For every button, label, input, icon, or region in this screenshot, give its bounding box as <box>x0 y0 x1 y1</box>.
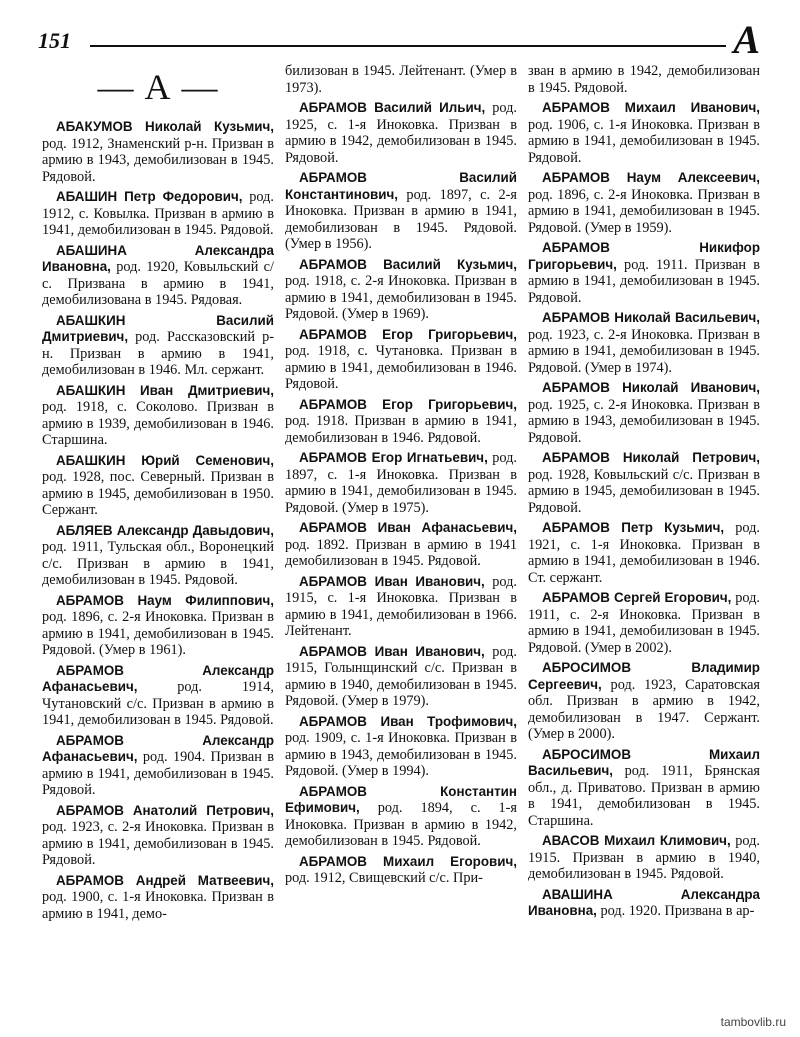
entry <box>42 453 274 519</box>
entry-name: АВАШИНА Александра Ивановна, <box>528 886 760 918</box>
entry <box>528 310 760 376</box>
entry-name: АБРАМОВ Сергей Егорович, <box>542 590 732 605</box>
entry-name: АБРАМОВ Александр Афанасьевич, <box>42 662 274 694</box>
entry <box>42 119 274 185</box>
entry-name: АБРАМОВ Николай Иванович, <box>542 380 760 395</box>
entry <box>42 803 274 869</box>
entry-text: род. 1925, с. 1-я Иноковка. Призван в армию в 1942, демобилизован в 1945. Рядовой. <box>285 100 518 166</box>
entry-name: АБРАМОВ Николай Петрович, <box>542 450 760 465</box>
entry-name: АБРАМОВ Василий Константинович, <box>285 170 517 202</box>
entry <box>285 170 517 253</box>
entry <box>285 644 517 710</box>
entry-text: род. 1911. Призван в армию в 1941, демобилизован в 1945. Рядовой. <box>528 256 760 306</box>
entry-name: АБРАМОВ Иван Трофимович, <box>299 713 517 729</box>
entry <box>528 100 760 166</box>
entry-name: АБРАМОВ Наум Филиппович, <box>56 592 274 608</box>
entry <box>42 189 274 239</box>
entry-name: АБРАМОВ Иван Афанасьевич, <box>299 520 517 535</box>
entry <box>285 714 517 780</box>
entry-text: род. 1921, с. 1-я Иноковка. Призван в армию в 1941, демобилизован в 1946. Ст. сержант. <box>528 520 760 586</box>
entry-name: АБРАМОВ Егор Григорьевич, <box>299 326 517 342</box>
entry <box>285 257 517 323</box>
entry-text: род. 1896, с. 2-я Иноковка. Призван в армию в 1941, демобилизован в 1945. Рядовой. (Умер в 1959). <box>528 186 760 236</box>
entry-text: род. 1897, с. 2-я Иноковка. Призван в армию в 1941, демобилизован в 1945. Рядовой. (Умер в 1956). <box>285 186 517 252</box>
entry <box>528 63 760 96</box>
entry-text: род. 1915. Призван в армию в 1940, демобилизован в 1945. Рядовой. <box>528 833 761 882</box>
column-3 <box>528 63 760 924</box>
entry-text: род. 1915, с. 1-я Иноковка. Призван в армию в 1941, демобилизован в 1966. Лейтенант. <box>285 573 517 639</box>
entry-text: род. 1911, Тульская обл., Воронецкий с/с. Призван в армию в 1941, демобилизован в 1945. Рядовой. <box>42 539 274 588</box>
entry-name: АБРАМОВ Михаил Иванович, <box>542 100 760 115</box>
entry <box>42 313 274 379</box>
entry-name: АБАШКИН Иван Дмитриевич, <box>56 382 274 398</box>
entry-name: АБРАМОВ Петр Кузьмич, <box>542 520 725 535</box>
entry <box>285 63 517 96</box>
entry-text: род. 1918, с. 2-я Иноковка. Призван в армию в 1941, демобилизован в 1945. Рядовой. (Умер в 1969). <box>285 273 517 322</box>
entry-text: род. 1912, Свищевский с/с. При- <box>285 870 483 886</box>
entry-text: род. 1912, с. Ковылка. Призван в армию в 1941, демобилизован в 1945. Рядовой. <box>42 189 275 238</box>
entry-text: род. 1928, пос. Северный. Призван в армию в 1945, демобилизован в 1950. Сержант. <box>42 469 274 518</box>
entry <box>528 660 760 743</box>
entry <box>42 523 274 589</box>
entry-text: род. 1923, с. 2-я Иноковка. Призван в армию в 1941, демобилизован в 1945. Рядовой. (Умер в 1974). <box>528 326 760 376</box>
entry-name: АБРОСИМОВ Владимир Сергеевич, <box>528 660 760 692</box>
entry-text: род. 1918. Призван в армию в 1941, демобилизован в 1946. Рядовой. <box>285 413 517 446</box>
entry-text: род. 1897, с. 1-я Иноковка. Призван в армию в 1941, демобилизован в 1945. Рядовой. (Умер в 1975). <box>285 450 517 516</box>
entry-text: род. 1906, с. 1-я Иноковка. Призван в армию в 1941, демобилизован в 1945. Рядовой. <box>528 116 760 166</box>
entry-text: род. 1900, с. 1-я Иноковка. Призван в армию в 1941, демо- <box>42 889 274 922</box>
column-2 <box>285 63 517 891</box>
entry-text: род. 1920. Призвана в ар- <box>596 903 755 919</box>
entry-name: АБРАМОВ Василий Кузьмич, <box>299 256 517 272</box>
entry-text: род. 1923, Саратовская обл. Призван в армию в 1942, демобилизован в 1947. Сержант. (Умер в 2000). <box>528 676 760 742</box>
page-number: 151 <box>38 28 71 53</box>
entry-name: АБАКУМОВ Николай Кузьмич, <box>56 119 274 134</box>
entry-name: АБРАМОВ Наум Алексеевич, <box>542 170 760 185</box>
entry-text: род. 1918, с. Чутановка. Призван в армию в 1941, демобилизован в 1946. Рядовой. <box>285 343 517 392</box>
entry <box>285 450 517 516</box>
entry-text: род. 1918, с. Соколово. Призван в армию в 1939, демобилизован в 1946. Старшина. <box>42 399 274 448</box>
entry-text: род. 1896, с. 2-я Иноковка. Призван в армию в 1941, демобилизован в 1945. Рядовой. (Умер в 1961). <box>42 609 274 658</box>
entry <box>285 520 517 570</box>
entry <box>42 663 274 729</box>
entry-text: род. 1925, с. 2-я Иноковка. Призван в армию в 1943, демобилизован в 1945. Рядовой. <box>528 396 760 446</box>
entry <box>528 833 760 883</box>
entry-name: АБРАМОВ Константин Ефимович, <box>285 783 517 815</box>
entry-text: род. 1914, Чутановский с/с. Призван в армию в 1941, демобилизован в 1945. Рядовой. <box>42 679 274 728</box>
entry-name: АБАШКИН Василий Дмитриевич, <box>42 312 274 344</box>
section-title: — А — <box>97 67 219 107</box>
entry <box>42 873 274 923</box>
entry <box>42 243 274 309</box>
entry-name: АБРАМОВ Анатолий Петрович, <box>56 802 274 818</box>
entry <box>528 747 760 830</box>
entry-name: АБРАМОВ Андрей Матвеевич, <box>56 872 274 888</box>
entry-name: АБРАМОВ Николай Васильевич, <box>542 310 760 325</box>
entry-text: род. 1928, Ковыльский с/с. Призван в армию в 1945, демобилизован в 1945. Рядовой. <box>528 466 760 516</box>
entry-text: род. 1911, с. 2-я Иноковка. Призван в армию в 1941, демобилизован в 1945. Рядовой. (Умер в 2002). <box>528 590 760 656</box>
entry <box>528 590 760 656</box>
entry-name: АБАШИН Петр Федорович, <box>56 189 243 204</box>
entry <box>528 450 760 516</box>
entry <box>285 327 517 393</box>
column-1 <box>42 63 274 926</box>
entry <box>42 593 274 659</box>
entry <box>528 887 760 920</box>
entry <box>285 854 517 887</box>
entry-text: род. 1923, с. 2-я Иноковка. Призван в армию в 1941, демобилизован в 1945. Рядовой. <box>42 819 274 868</box>
entry-name: АБРАМОВ Егор Игнатьевич, <box>299 450 488 465</box>
entry-name: АБРАМОВ Иван Иванович, <box>299 643 485 659</box>
entry-text: род. 1904. Призван в армию в 1941, демобилизован в 1945. Рядовой. <box>42 749 274 798</box>
entry-text: зван в армию в 1942, демобилизован в 1945. Рядовой. <box>528 63 760 96</box>
entry <box>285 100 517 166</box>
entry <box>285 574 517 640</box>
entry <box>528 170 760 236</box>
entry-name: АВАСОВ Михаил Климович, <box>542 833 731 848</box>
entry-name: АБРАМОВ Василий Ильич, <box>299 100 486 115</box>
entry-text: род. Рассказовский р-н. Призван в армию в 1941, демобилизован в 1946. Мл. сержант. <box>42 329 274 378</box>
watermark: tambovlib.ru <box>720 1015 786 1029</box>
entry-name: АБРОСИМОВ Михаил Васильевич, <box>528 746 760 778</box>
entry-text: род. 1894, с. 1-я Иноковка. Призван в армию в 1942, демобилизован в 1945. Рядовой. <box>285 800 517 849</box>
entry <box>42 733 274 799</box>
entry <box>285 784 517 850</box>
entry-text: билизован в 1945. Лейтенант. (Умер в 1973). <box>285 63 517 96</box>
header-rule <box>90 45 726 47</box>
entry <box>42 383 274 449</box>
entry-text: род. 1912, Знаменский р-н. Призван в армию в 1943, демобилизован в 1945. Рядовой. <box>42 135 274 185</box>
entry-name: АБРАМОВ Михаил Егорович, <box>299 853 517 869</box>
entry-name: АБЛЯЕВ Александр Давыдович, <box>56 522 274 538</box>
entry <box>285 397 517 447</box>
entry-text: род. 1920, Ковыльский с/с. Призвана в армию в 1941, демобилизована в 1945. Рядовая. <box>42 259 274 308</box>
section-letter: А <box>733 17 760 62</box>
entry-text: род. 1892. Призван в армию в 1941 демобилизован в 1945. Рядовой. <box>285 536 517 569</box>
entry <box>528 520 760 586</box>
entry-name: АБРАМОВ Егор Григорьевич, <box>299 396 517 412</box>
entry <box>528 380 760 446</box>
entry-text: род. 1915, Голынщинский с/с. Призван в армию в 1940, демобилизован в 1945. Рядовой. (Умер в 1979). <box>285 643 517 709</box>
entry-name: АБРАМОВ Никифор Григорьевич, <box>528 240 760 272</box>
entry <box>528 240 760 306</box>
entry-name: АБРАМОВ Иван Иванович, <box>299 573 485 589</box>
entry-name: АБРАМОВ Александр Афанасьевич, <box>42 732 274 764</box>
entry-text: род. 1909, с. 1-я Иноковка. Призван в армию в 1943, демобилизован в 1945. Рядовой. (Умер в 1994). <box>285 730 517 779</box>
entry-name: АБАШКИН Юрий Семенович, <box>56 452 274 468</box>
entry-name: АБАШИНА Александра Ивановна, <box>42 242 274 274</box>
entry-text: род. 1911, Брянская обл., д. Приватово. Призван в армию в 1941, демобилизован в 1945. Старшина. <box>528 763 760 829</box>
